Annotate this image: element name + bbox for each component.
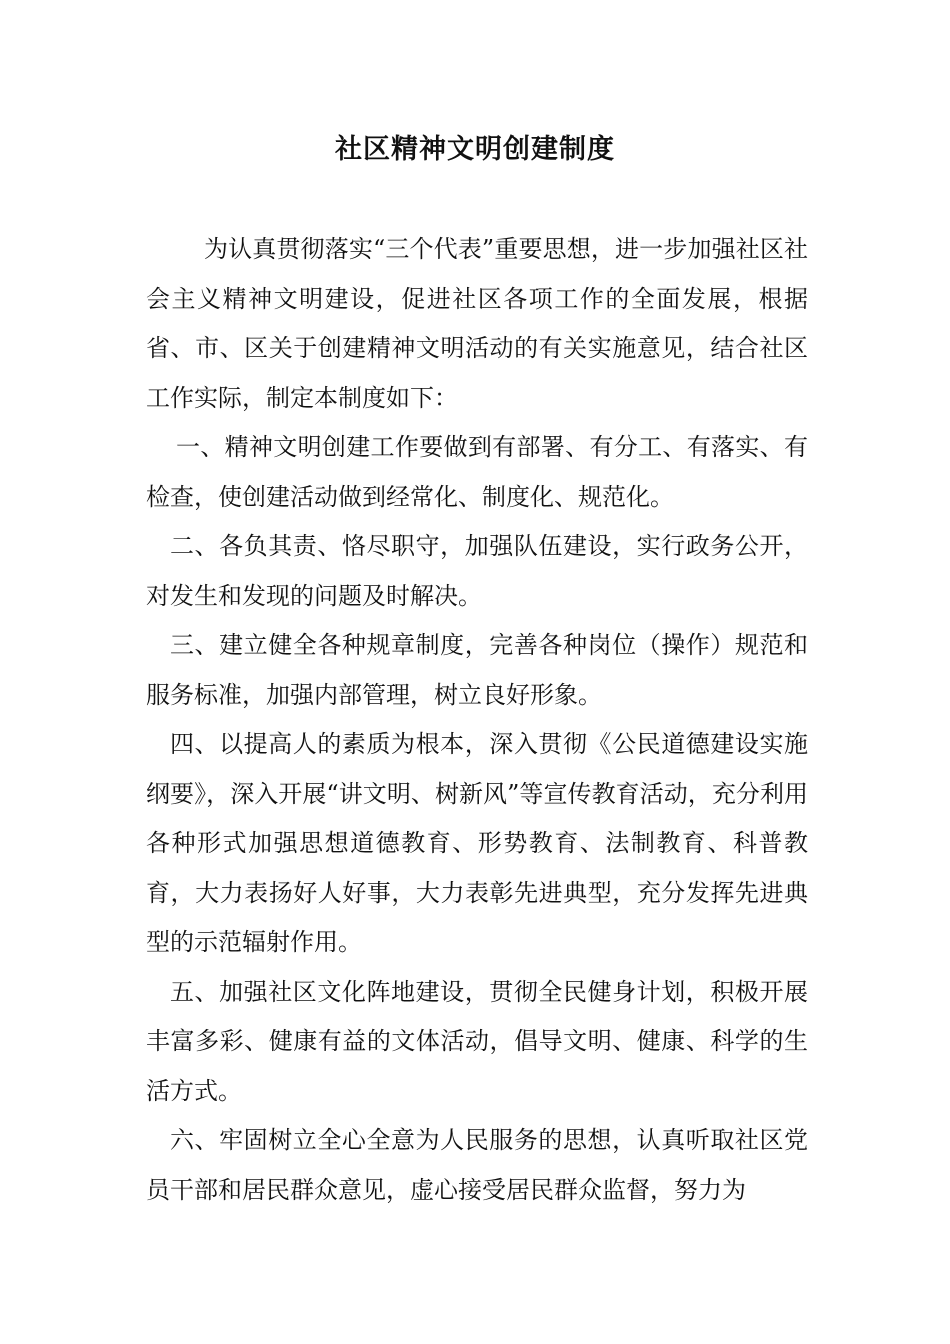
paragraph-item-6: 六、牢固树立全心全意为人民服务的思想，认真听取社区党员干部和居民群众意见，虚心接受居民群众监督，努力为 xyxy=(146,1126,808,1204)
document-body xyxy=(146,225,808,1215)
paragraph-item-3: 三、建立健全各种规章制度，完善各种岗位（操作）规范和服务标准，加强内部管理，树立良好形象。 xyxy=(146,631,808,709)
paragraph-item-4: 四、以提高人的素质为根本，深入贯彻《公民道德建设实施纲要》，深入开展“讲文明、树新风”等宣传教育活动，充分利用各种形式加强思想道德教育、形势教育、法制教育、科普教育，大力表扬好人好事，大力表彰先进典型，充分发挥先进典型的示范辐射作用。 xyxy=(146,730,808,956)
paragraph-intro: 为认真贯彻落实“三个代表”重要思想，进一步加强社区社会主义精神文明建设，促进社区各项工作的全面发展，根据省、市、区关于创建精神文明活动的有关实施意见，结合社区工作实际，制定本制度如下： xyxy=(146,235,808,412)
paragraph-item-2: 二、各负其责、恪尽职守，加强队伍建设，实行政务公开，对发生和发现的问题及时解决。 xyxy=(146,532,808,610)
document-title: 社区精神文明创建制度 xyxy=(335,134,615,165)
paragraph-item-5: 五、加强社区文化阵地建设，贯彻全民健身计划，积极开展丰富多彩、健康有益的文体活动，倡导文明、健康、科学的生活方式。 xyxy=(146,977,808,1105)
paragraph-item-1: 一、精神文明创建工作要做到有部署、有分工、有落实、有检查，使创建活动做到经常化、制度化、规范化。 xyxy=(146,433,808,511)
